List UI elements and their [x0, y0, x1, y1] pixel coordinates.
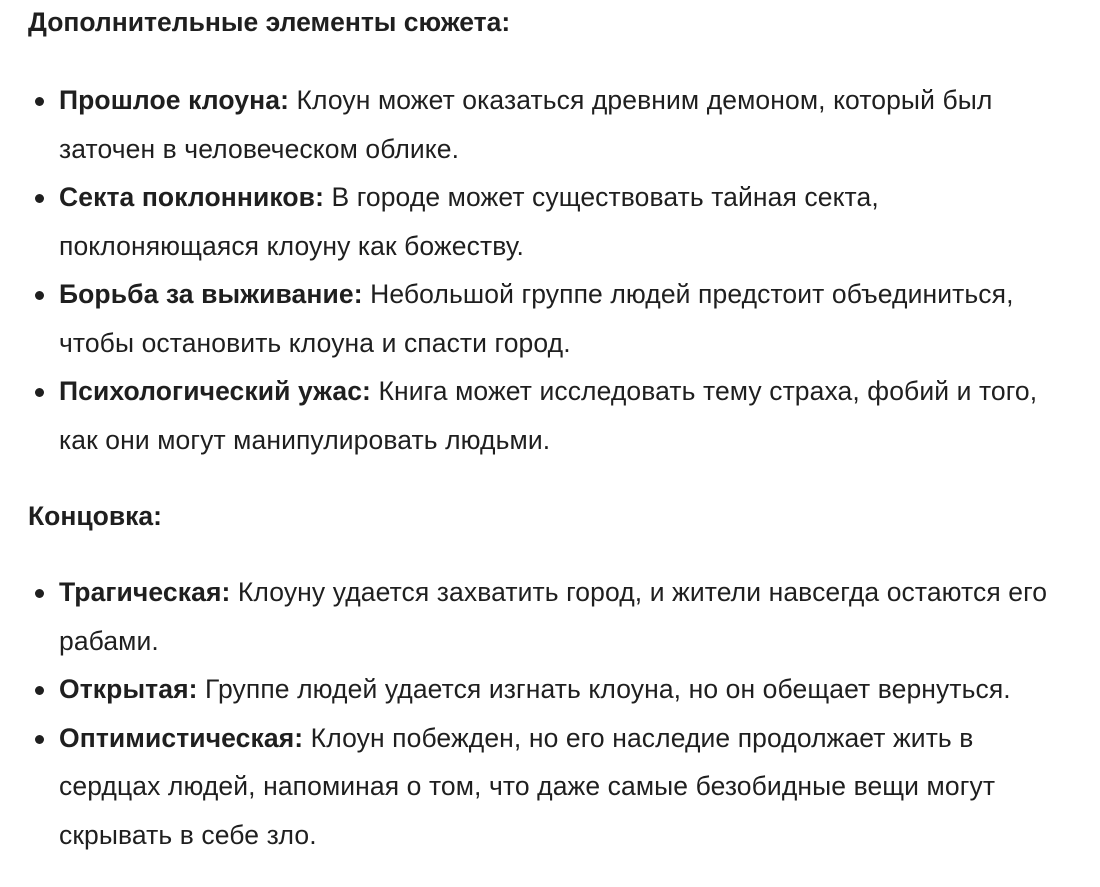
item-text: Книга может исследовать тему страха, фобий и того, как они могут манипулировать людьми. [59, 376, 1038, 455]
section-heading-plot-elements: Дополнительные элементы сюжета: [28, 7, 511, 37]
bullet-icon [35, 97, 44, 106]
item-text: Группе людей удается изгнать клоуна, но он обещает вернуться. [197, 674, 1011, 704]
item-text: Клоун может оказаться древним демоном, который был заточен в человеческом облике. [59, 85, 993, 164]
list-item [0, 568, 1080, 665]
item-text: Клоун побежден, но его наследие продолжает жить в сердцах людей, напоминая о том, что даже самые безобидные вещи могут скрывать в себе зло. [59, 722, 996, 850]
bullet-icon [35, 194, 44, 203]
bullet-icon [35, 388, 44, 397]
list-item [0, 173, 1080, 270]
list-item [0, 665, 1080, 714]
ending-list [0, 568, 1080, 859]
bullet-icon [35, 735, 44, 744]
item-term: Открытая: [59, 674, 198, 704]
bullet-icon [35, 291, 44, 300]
bullet-icon [35, 686, 44, 695]
list-item [0, 714, 1080, 860]
list-item [0, 270, 1080, 367]
item-text: Небольшой группе людей предстоит объединиться, чтобы остановить клоуна и спасти город. [59, 279, 1014, 358]
item-term: Оптимистическая: [59, 722, 304, 753]
plot-elements-list [0, 76, 1080, 464]
item-term: Трагическая: [59, 577, 231, 607]
item-term: Секта поклонников: [59, 182, 324, 212]
item-text: Клоуну удается захватить город, и жители навсегда остаются его рабами. [59, 577, 1048, 656]
item-text: В городе может существовать тайная секта, поклоняющаяся клоуну как божеству. [59, 182, 879, 261]
section-heading-ending: Концовка: [28, 501, 162, 531]
bullet-icon [35, 589, 44, 598]
item-term: Психологический ужас: [59, 376, 371, 406]
list-item [0, 367, 1080, 464]
item-term: Прошлое клоуна: [59, 85, 289, 115]
item-term: Борьба за выживание: [59, 279, 363, 309]
list-item [0, 76, 1080, 173]
